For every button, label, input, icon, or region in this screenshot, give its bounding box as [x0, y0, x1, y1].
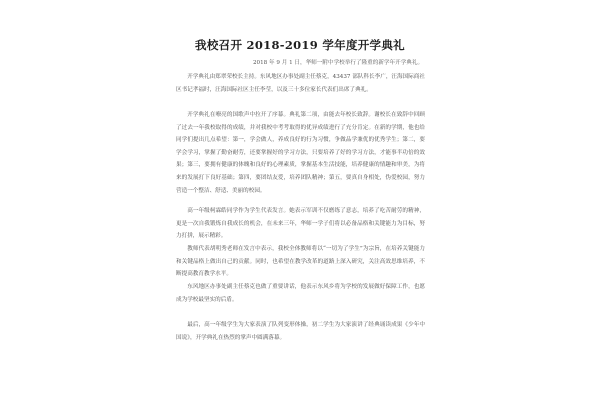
article-title: 我校召开 2018-2019 学年度开学典礼 [195, 38, 405, 52]
paragraph-principal-speech: 开学典礼在嘹亮的国歌声中拉开了序幕。典礼第二项，由能去年校长致辞。谢校长在致辞中回顾了过去一年我校取得的成绩，并对我校中考考取得的优异成绩进行了充分肯定。在新的学期，他也给同学们提出几点希望：第一，学会做人，养成良好的行为习惯，争做品学兼优的优秀学生；第二，要学会学习，掌握了勤奋耐劳，还要掌握好的学习方法，只要培养了好的学习方法，才能事半功倍的效果；第三，要拥有健康的体魄和良好的心理素质，掌握基本生活技能，培养健康的情趣和审美，为将来的发展打下良好基础；第四，要团结友爱，培养团队精神；第五，要真自身相处，伪爱校园，努力营造一个整洁、舒适、美丽的校园。 [176, 112, 425, 194]
paragraph-official-speech: 东风地区办事处副主任蔡克也做了重要讲话，他表示东风乡将为学校的发展做好保障工作，也愿成为学校最坚实的后盾。 [176, 284, 425, 303]
paragraph-student-representative: 高一年级柯霖皓同学作为学生代表发言。她表示军训不仅磨练了意志，培养了吃苦耐劳的精神，更是一次自我锻炼自我成长的机会，在未来三年，华师一学子们将以必备品格和关键能力为目标，努力打拼，展示精彩。 [176, 208, 425, 240]
paragraph-closing: 最后，高一年级学生为大家表演了队列变形体操，初二学生为大家演讲了经典诵读成果《少年中国说》，开学典礼在热烈的掌声中圆满落幕。 [176, 322, 425, 341]
paragraph-attendees: 开学典礼由郑翠荣校长主持。东风地区办事处副主任蔡克，43437 部队科长李广，汪海国际商社区书记孝福时，汪海国际社区主任李莹，以及三十多位家长代表们出席了典礼。 [176, 74, 425, 93]
paragraph-teacher-representative: 教师代表胡明秀老师在发言中表示，我校全体教师将以“一切为了学生”为宗旨，在培养关键能力和关键品格上做出自己的贡献。同时，也希望在教学改革的道路上深入研究，关注高效思维培养，不断提高教育教学水平。 [176, 246, 425, 278]
article-dateline: 2018 年 9 月 1 日，华师一附中学校举行了隆重的新学年开学典礼。 [253, 60, 424, 66]
